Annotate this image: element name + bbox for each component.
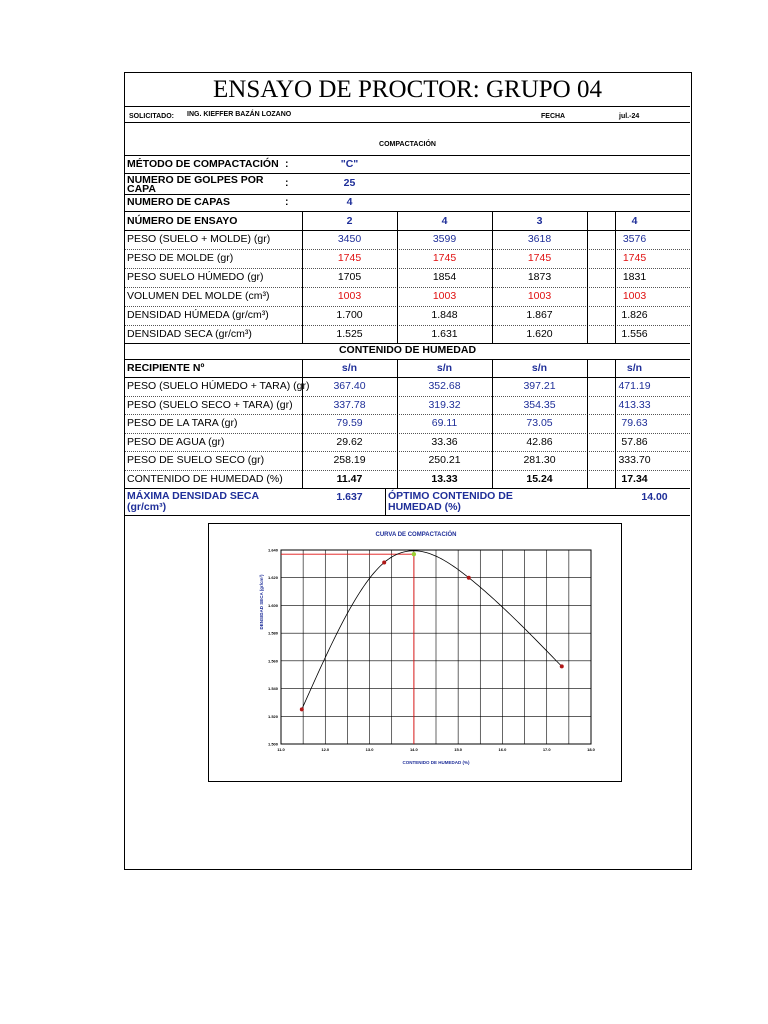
y-tick-label: 1.580 xyxy=(267,630,278,636)
row-value: 337.78 xyxy=(333,398,366,411)
row-value: 1.848 xyxy=(431,309,458,321)
row-value: 1.525 xyxy=(336,328,363,340)
row-dotted-divider xyxy=(125,325,690,326)
row-label: CONTENIDO DE HUMEDAD (%) xyxy=(127,472,283,485)
row-dotted-divider xyxy=(125,396,690,397)
row-label: PESO DE SUELO SECO (gr) xyxy=(127,454,265,466)
row-value: 1.867 xyxy=(526,309,553,321)
row-value: 1745 xyxy=(622,252,647,264)
compaction-curve xyxy=(302,551,562,710)
optimum-point xyxy=(412,552,416,556)
row-value: 1.620 xyxy=(526,328,553,340)
fecha-label: FECHA xyxy=(541,113,566,120)
divider xyxy=(385,488,386,515)
row-value: 57.86 xyxy=(621,435,648,448)
col-divider xyxy=(492,211,493,343)
row-label: PESO (SUELO SECO + TARA) (gr) xyxy=(127,398,293,411)
col-divider xyxy=(492,359,493,488)
row-value: 367.40 xyxy=(333,380,366,392)
row-value: 17.34 xyxy=(621,472,648,485)
param-sep: : xyxy=(285,158,289,170)
ensayo-value: 3 xyxy=(536,215,543,227)
row-label: VOLUMEN DEL MOLDE (cm³) xyxy=(127,290,270,302)
y-tick-label: 1.520 xyxy=(267,713,278,719)
row-label: PESO SUELO HÚMEDO (gr) xyxy=(127,271,264,283)
col-divider xyxy=(302,359,303,488)
row-value: 1831 xyxy=(622,271,647,283)
col-divider xyxy=(587,211,588,343)
row-value: 352.68 xyxy=(428,380,461,392)
y-tick-label: 1.600 xyxy=(267,602,278,608)
row-value: 354.35 xyxy=(523,398,556,411)
row-value: 1003 xyxy=(527,290,552,302)
row-value: 69.11 xyxy=(431,417,458,429)
x-tick-label: 11.0 xyxy=(277,747,285,752)
ensayo-label: NÚMERO DE ENSAYO xyxy=(127,215,238,227)
page-title: ENSAYO DE PROCTOR: GRUPO 04 xyxy=(213,76,602,103)
data-point xyxy=(560,664,564,668)
y-tick-label: 1.560 xyxy=(267,658,278,664)
och-label: ÓPTIMO CONTENIDO DE xyxy=(388,490,513,502)
recipiente-label: RECIPIENTE Nº xyxy=(127,362,205,374)
param-sep: : xyxy=(285,196,289,208)
y-tick-label: 1.500 xyxy=(267,741,278,747)
mds-label: MÁXIMA DENSIDAD SECA xyxy=(127,490,260,502)
x-tick-label: 12.0 xyxy=(321,747,330,752)
recipiente-value: s/n xyxy=(626,362,643,374)
row-label: DENSIDAD SECA (gr/cm³) xyxy=(127,328,252,340)
param-label: NUMERO DE GOLPES POR CAPA xyxy=(127,174,264,195)
row-value: 11.47 xyxy=(336,472,363,485)
row-value: 258.19 xyxy=(333,454,366,466)
solicitado-label: SOLICITADO: xyxy=(129,113,174,120)
ensayo-value: 4 xyxy=(631,215,638,227)
divider xyxy=(125,122,690,123)
data-point xyxy=(467,576,471,580)
param-value: "C" xyxy=(340,158,359,170)
x-tick-label: 13.0 xyxy=(365,747,374,752)
param-label: NUMERO DE CAPAS xyxy=(127,196,231,208)
y-axis-label: DENSIDAD SECA (gr/cm³) xyxy=(259,574,264,630)
row-value: 73.05 xyxy=(526,417,553,429)
row-value: 1003 xyxy=(337,290,362,302)
x-tick-label: 17.0 xyxy=(542,747,551,752)
col-divider xyxy=(615,211,616,343)
row-dotted-divider xyxy=(125,470,690,471)
row-value: 3450 xyxy=(337,233,362,245)
row-value: 13.33 xyxy=(431,472,458,485)
col-divider xyxy=(397,359,398,488)
row-dotted-divider xyxy=(125,249,690,250)
row-label: DENSIDAD HÚMEDA (gr/cm³) xyxy=(127,309,269,321)
col-divider xyxy=(397,211,398,343)
row-value: 3618 xyxy=(527,233,552,245)
x-tick-label: 14.0 xyxy=(409,747,418,752)
compaction-chart xyxy=(208,523,622,782)
och-value: 14.00 xyxy=(641,491,668,503)
row-value: 1854 xyxy=(432,271,457,283)
divider xyxy=(125,230,690,231)
data-point xyxy=(382,560,386,564)
chart-title: CURVA DE COMPACTACIÓN xyxy=(375,532,457,538)
row-value: 413.33 xyxy=(618,398,651,411)
param-sep: : xyxy=(285,177,289,189)
divider xyxy=(125,488,690,489)
compactacion-title: COMPACTACIÓN xyxy=(379,141,436,148)
row-dotted-divider xyxy=(125,414,690,415)
divider xyxy=(125,359,690,360)
mds-unit: (gr/cm³) xyxy=(127,501,167,513)
row-value: 42.86 xyxy=(526,435,553,448)
row-label: PESO DE AGUA (gr) xyxy=(127,435,225,448)
row-label: PESO DE MOLDE (gr) xyxy=(127,252,234,264)
row-value: 281.30 xyxy=(523,454,556,466)
fecha-value: jul.-24 xyxy=(619,113,640,120)
row-value: 1745 xyxy=(432,252,457,264)
col-divider xyxy=(302,211,303,343)
row-label: PESO (SUELO HÚMEDO + TARA) (gr) xyxy=(127,380,310,392)
recipiente-value: s/n xyxy=(436,362,453,374)
ensayo-value: 2 xyxy=(346,215,353,227)
divider xyxy=(125,106,690,107)
row-value: 3599 xyxy=(432,233,457,245)
row-value: 79.63 xyxy=(621,417,648,429)
row-value: 33.36 xyxy=(431,435,458,448)
x-tick-label: 16.0 xyxy=(498,747,507,752)
row-value: 1003 xyxy=(622,290,647,302)
row-value: 333.70 xyxy=(618,454,651,466)
row-label: PESO (SUELO + MOLDE) (gr) xyxy=(127,233,271,245)
param-value: 4 xyxy=(346,196,353,208)
row-dotted-divider xyxy=(125,287,690,288)
row-value: 15.24 xyxy=(526,472,553,485)
recipiente-value: s/n xyxy=(341,362,358,374)
row-value: 29.62 xyxy=(336,435,363,448)
divider xyxy=(125,211,690,212)
row-value: 1.700 xyxy=(336,309,363,321)
y-tick-label: 1.640 xyxy=(267,547,278,553)
row-value: 1745 xyxy=(337,252,362,264)
divider xyxy=(125,155,690,156)
row-value: 79.59 xyxy=(336,417,363,429)
row-value: 1705 xyxy=(337,271,362,283)
col-divider xyxy=(615,359,616,488)
row-value: 1.556 xyxy=(621,328,648,340)
divider xyxy=(125,194,690,195)
row-value: 3576 xyxy=(622,233,647,245)
row-dotted-divider xyxy=(125,306,690,307)
x-tick-label: 18.0 xyxy=(587,747,595,752)
data-point xyxy=(300,707,304,711)
y-tick-label: 1.620 xyxy=(267,575,278,581)
row-value: 1.826 xyxy=(621,309,648,321)
x-tick-label: 15.0 xyxy=(454,747,463,752)
x-axis-label: CONTENIDO DE HUMEDAD (%) xyxy=(402,760,470,765)
recipiente-value: s/n xyxy=(531,362,548,374)
row-value: 397.21 xyxy=(523,380,556,392)
col-divider xyxy=(587,359,588,488)
row-dotted-divider xyxy=(125,451,690,452)
row-value: 1873 xyxy=(527,271,552,283)
divider xyxy=(125,377,690,378)
row-value: 319.32 xyxy=(428,398,461,411)
param-label: MÉTODO DE COMPACTACIÓN xyxy=(127,158,279,170)
row-value: 1.631 xyxy=(431,328,458,340)
compaction-chart-svg xyxy=(209,524,623,783)
param-value: 25 xyxy=(343,177,356,189)
row-label: PESO DE LA TARA (gr) xyxy=(127,417,238,429)
row-value: 1745 xyxy=(527,252,552,264)
divider xyxy=(125,515,690,516)
row-dotted-divider xyxy=(125,268,690,269)
row-value: 471.19 xyxy=(618,380,651,392)
row-value: 1003 xyxy=(432,290,457,302)
och-unit: HUMEDAD (%) xyxy=(388,501,461,513)
row-value: 250.21 xyxy=(428,454,461,466)
solicitado-value: ING. KIEFFER BAZÁN LOZANO xyxy=(187,111,292,118)
y-tick-label: 1.540 xyxy=(267,686,278,692)
ensayo-value: 4 xyxy=(441,215,448,227)
humedad-title: CONTENIDO DE HUMEDAD xyxy=(338,344,477,356)
proctor-sheet xyxy=(124,72,692,870)
row-dotted-divider xyxy=(125,433,690,434)
mds-value: 1.637 xyxy=(336,491,363,503)
